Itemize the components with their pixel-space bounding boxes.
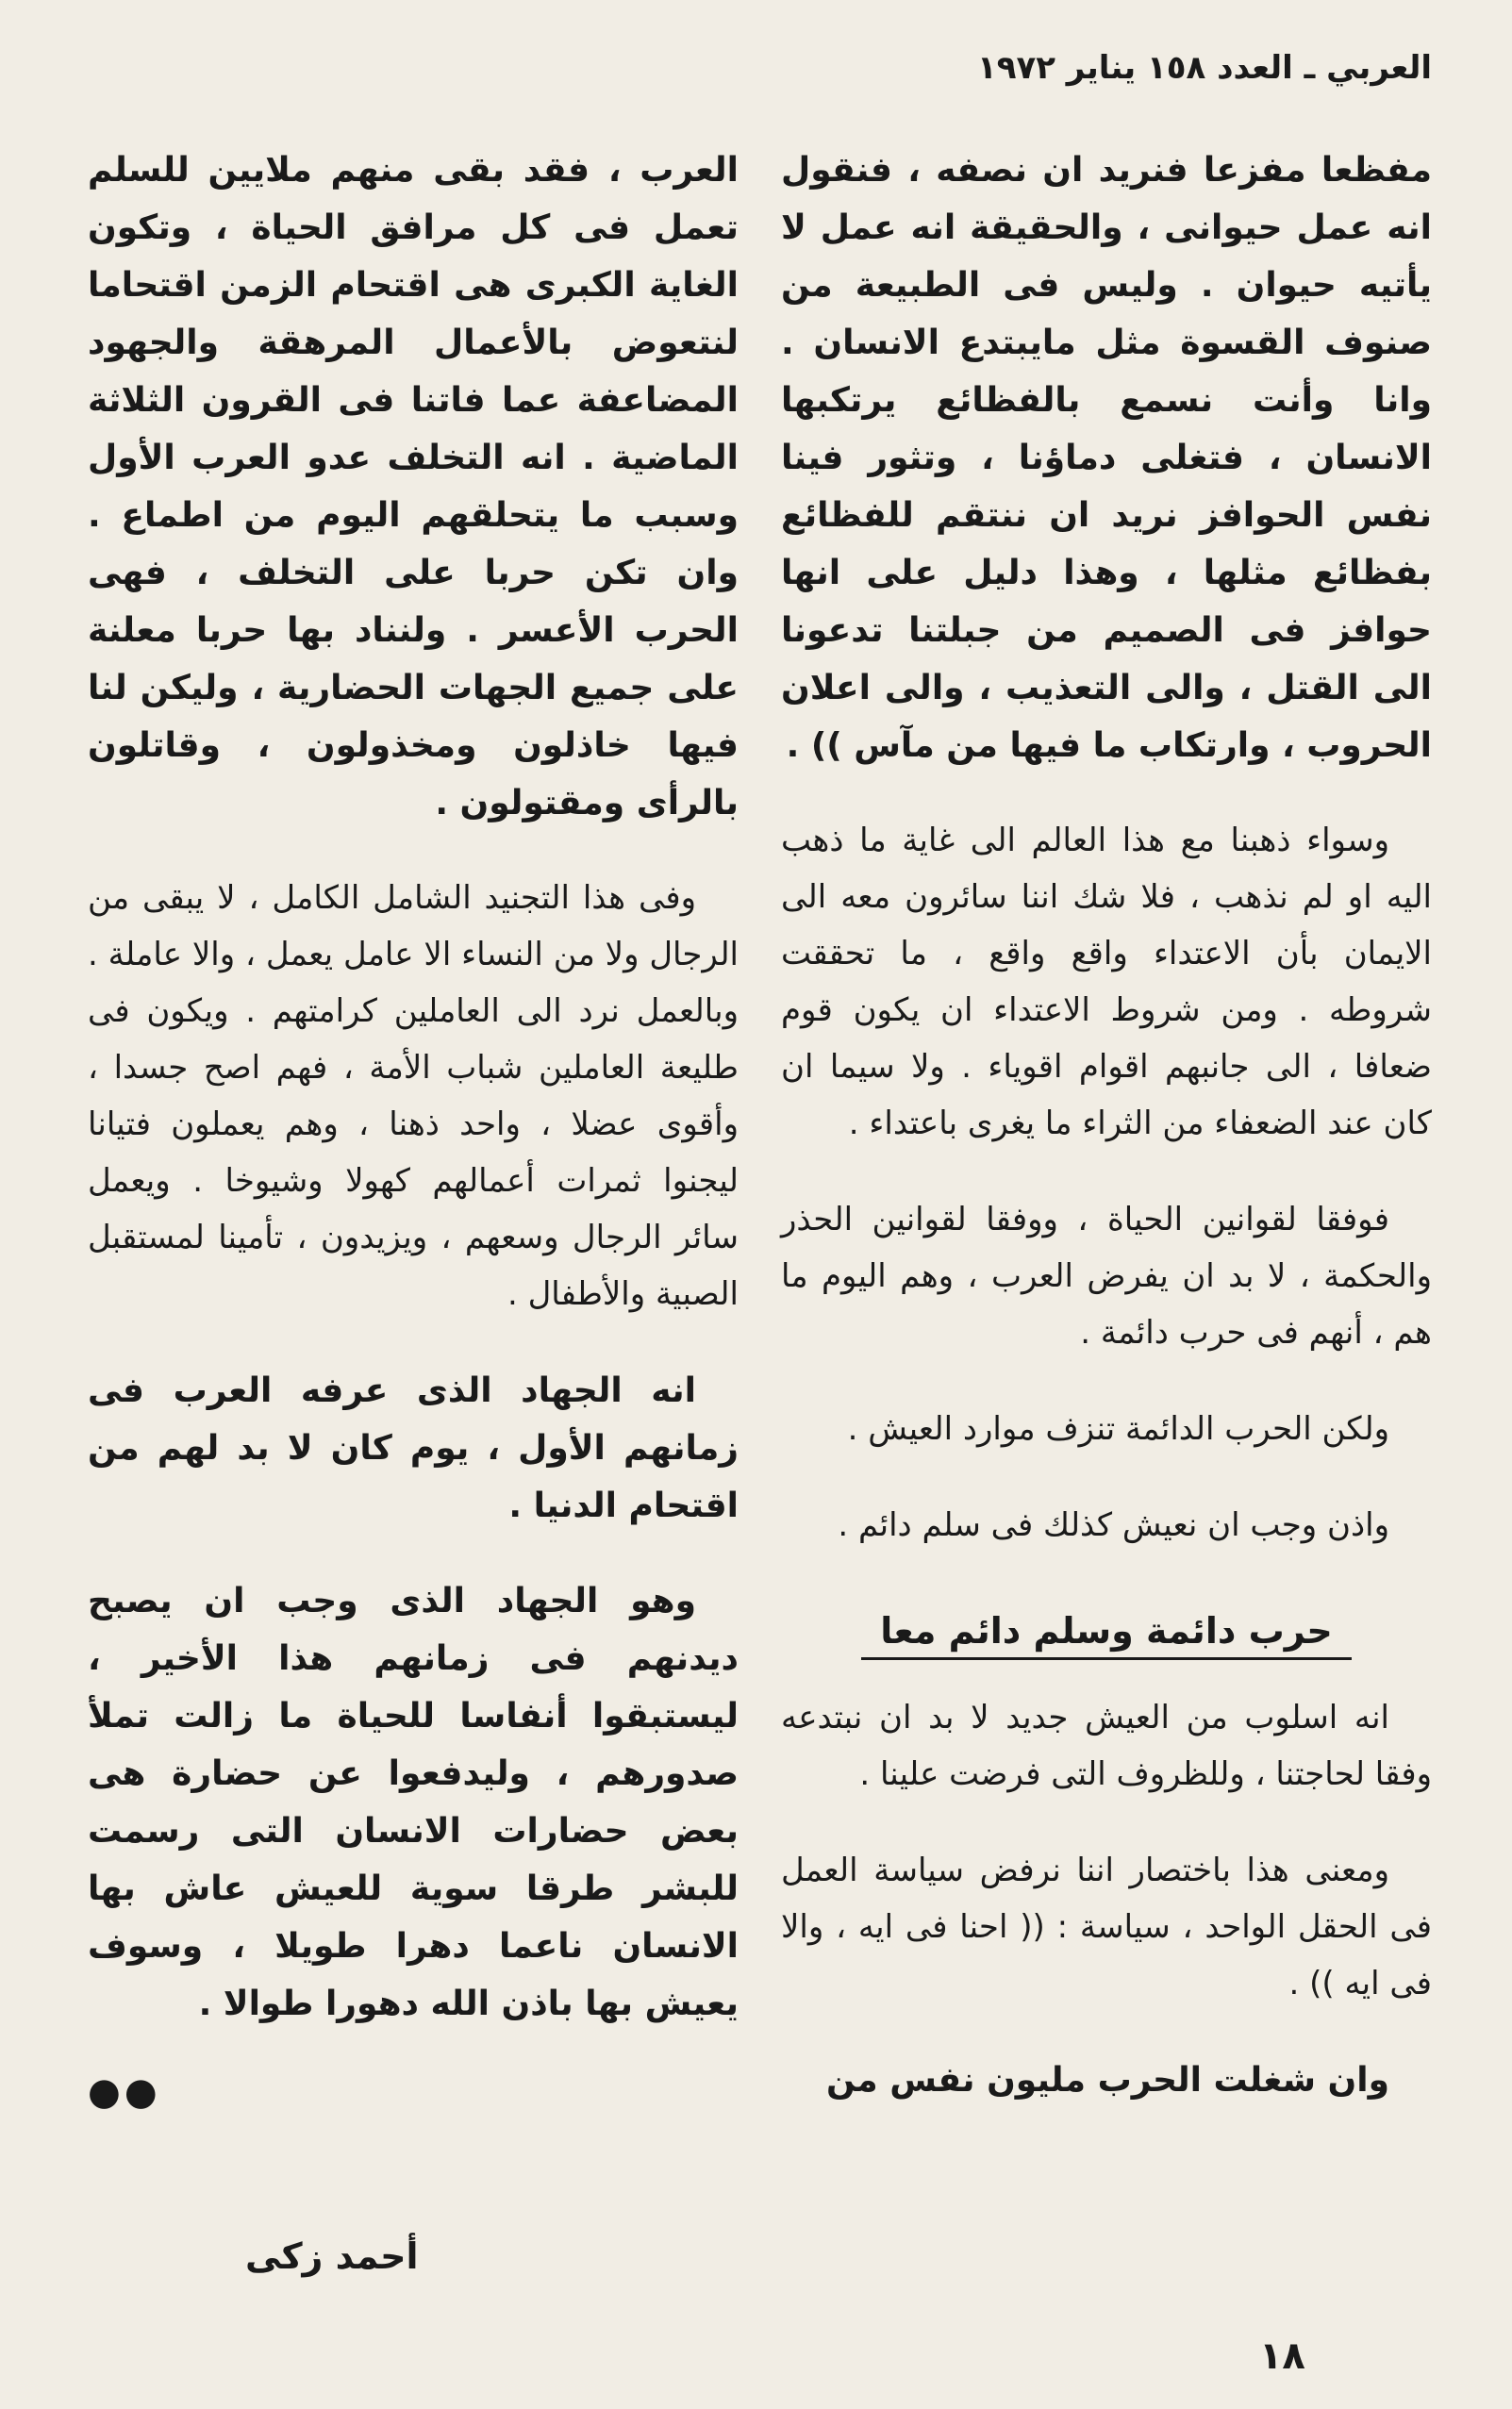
page-number: ١٨ bbox=[1259, 2334, 1305, 2378]
right-paragraph-6: ومعنى هذا باختصار اننا نرفض سياسة العمل فى الحقل الواحد ، سياسة : (( احنا فى ايه ، والا فى ايه )) . bbox=[781, 1852, 1432, 2002]
right-bold-paragraph: مفظعا مفزعا فنريد ان نصفه ، فنقول انه عمل حيوانى ، والحقيقة انه عمل لا يأتيه حيوان . وليس فى الطبيعة من صنوف القسوة مثل مايبتدع الانسان . وانا وأنت نسمع بالفظائع يرتكبها الانسان ، فتغلى دماؤنا ، وتثور فينا نفس الحوافز نريد ان ننتقم للفظائع بفظائع مثلها ، وهذا دليل على انها حوافز فى الصميم من جبلتنا تدعونا الى القتل ، والى التعذيب ، والى اعلان الحروب ، وارتكاب ما فيها من مآس )) . bbox=[781, 151, 1432, 765]
right-paragraph-1: وسواء ذهبنا مع هذا العالم الى غاية ما ذهب اليه او لم نذهب ، فلا شك اننا سائرون معه الى الايمان بأن الاعتداء واقع واقع ، ما تحققت شروطه . ومن شروط الاعتداء ان يكون قوم ضعافا ، الى جانبهم اقوام اقوياء . ولا سيما ان كان عند الضعفاء من الثراء ما يغرى باعتداء . bbox=[781, 822, 1432, 1142]
end-mark: ●● bbox=[88, 2070, 161, 2114]
left-column bbox=[88, 141, 739, 2114]
author-signature: أحمد زكى bbox=[245, 2235, 419, 2277]
right-paragraph-4: واذن وجب ان نعيش كذلك فى سلم دائم . bbox=[838, 1506, 1389, 1544]
left-paragraph-1: وفى هذا التجنيد الشامل الكامل ، لا يبقى من الرجال ولا من النساء الا عامل يعمل ، والا عاملة . وبالعمل نرد الى العاملين كرامتهم . ويكون فى طليعة العاملين شباب الأمة ، فهم اصح جسدا ، وأقوى عضلا ، واحد ذهنا ، وهم يعملون فتيانا ليجنوا ثمرات أعمالهم كهولا وشيوخا . ويعمل سائر الرجال وسعهم ، ويزيدون ، تأمينا لمستقبل الصبية والأطفال . bbox=[88, 879, 739, 1313]
right-paragraph-2: فوفقا لقوانين الحياة ، ووفقا لقوانين الحذر والحكمة ، لا بد ان يفرض العرب ، وهم اليوم ما هم ، أنهم فى حرب دائمة . bbox=[781, 1201, 1432, 1352]
right-column bbox=[781, 141, 1432, 2147]
running-header: العربي ـ العدد ١٥٨ يناير ١٩٧٢ bbox=[976, 49, 1432, 87]
right-paragraph-5: انه اسلوب من العيش جديد لا بد ان نبتدعه وفقا لحاجتنا ، وللظروف التى فرضت علينا . bbox=[781, 1699, 1432, 1793]
left-bold-paragraph-3: وهو الجهاد الذى وجب ان يصبح ديدنهم فى زمانهم هذا الأخير ، ليستبقوا أنفاسا للحياة ما زالت تملأ صدورهم ، وليدفعوا عن حضارة هى بعض حضارات الانسان التى رسمت للبشر طرقا سوية للعيش عاش بها الانسان ناعما دهرا طويلا ، وسوف يعيش بها باذن الله دهورا طوالا . bbox=[88, 1582, 739, 2023]
left-bold-paragraph: العرب ، فقد بقى منهم ملايين للسلم تعمل فى كل مرافق الحياة ، وتكون الغاية الكبرى هى اقتحام الزمن اقتحاما لنتعوض بالأعمال المرهقة والجهود المضاعفة عما فاتنا فى القرون الثلاثة الماضية . انه التخلف عدو العرب الأول وسبب ما يتحلقهم اليوم من اطماع . وان تكن حربا على التخلف ، فهى الحرب الأعسر . ولنناد بها حربا معلنة على جميع الجهات الحضارية ، وليكن لنا فيها خاذلون ومخذولون ، وقاتلون بالرأى ومقتولون . bbox=[88, 151, 739, 822]
left-bold-paragraph-2: انه الجهاد الذى عرفه العرب فى زمانهم الأول ، يوم كان لا بد لهم من اقتحام الدنيا . bbox=[88, 1371, 739, 1525]
subheading-text: حرب دائمة وسلم دائم معا bbox=[861, 1610, 1352, 1660]
right-paragraph-3: ولكن الحرب الدائمة تنزف موارد العيش . bbox=[847, 1410, 1389, 1448]
section-subheading bbox=[781, 1610, 1432, 1652]
right-paragraph-7: وان شغلت الحرب مليون نفس من bbox=[826, 2061, 1389, 2100]
end-mark-row bbox=[88, 2070, 739, 2114]
